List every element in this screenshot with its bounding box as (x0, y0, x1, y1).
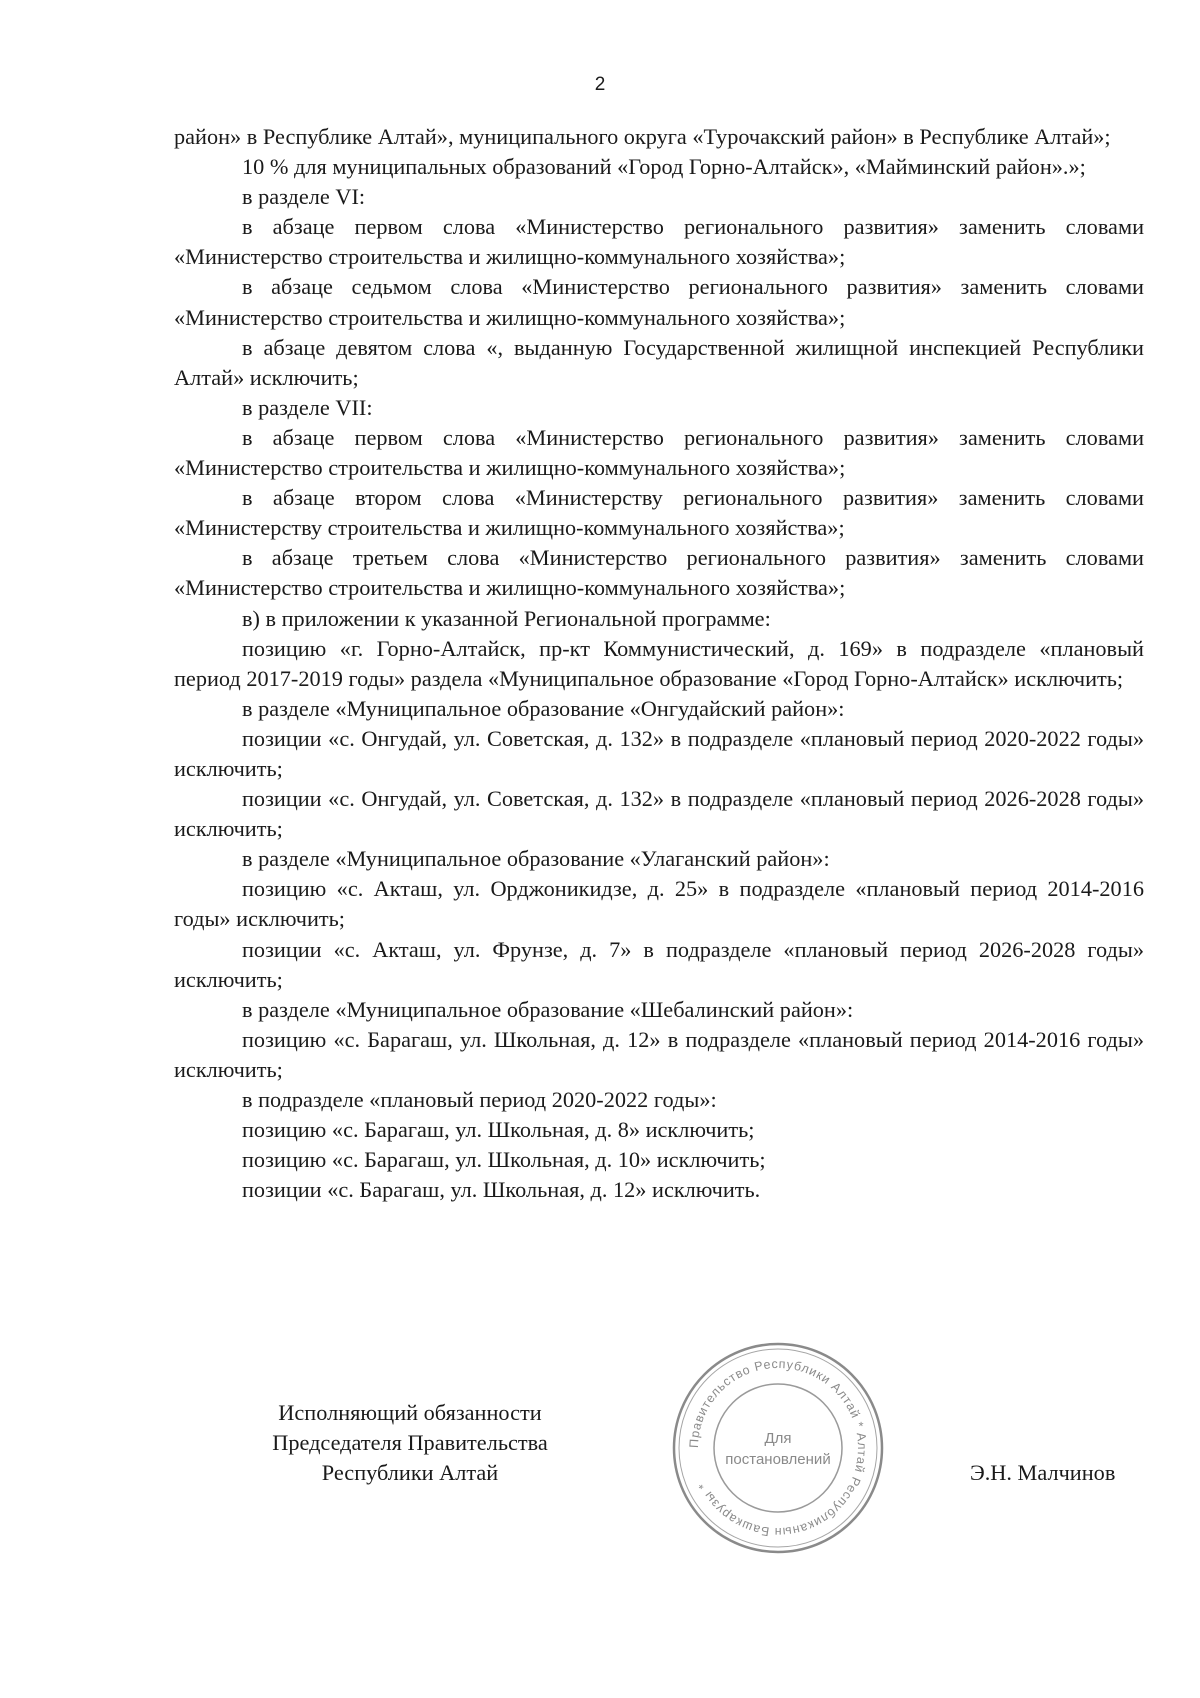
paragraph: позиции «с. Онгудай, ул. Советская, д. 132» в подразделе «плановый период 2026-2028 годы» исключить; (174, 786, 1144, 842)
stamp-outer-ring (674, 1344, 882, 1552)
page-number: 2 (594, 74, 606, 95)
paragraph: в подразделе «плановый период 2020-2022 годы»: (242, 1087, 717, 1112)
paragraph: район» в Республике Алтай», муниципального округа «Турочакский район» в Республике Алтай»; (174, 124, 1111, 149)
signature-title-line-3: Республики Алтай (321, 1460, 499, 1486)
paragraph: в) в приложении к указанной Региональной программе: (242, 605, 771, 631)
paragraph: 10 % для муниципальных образований «Город Горно-Алтайск», «Майминский район».»; (242, 154, 1086, 180)
signature-title-line-2: Председателя Правительства (272, 1430, 548, 1456)
signature-title-line-1: Исполняющий обязанности (278, 1400, 542, 1425)
paragraph: в абзаце девятом слова «, выданную Государственной жилищной инспекцией Республики Алтай» исключить; (174, 334, 1144, 390)
stamp-center-line-2: постановлений (725, 1451, 831, 1468)
paragraph: позицию «с. Акташ, ул. Орджоникидзе, д. 25» в подразделе «плановый период 2014-2016 годы» исключить; (174, 876, 1144, 932)
paragraph: позиции «с. Акташ, ул. Фрунзе, д. 7» в подразделе «плановый период 2026-2028 годы» исключить; (174, 936, 1144, 992)
paragraph: в абзаце седьмом слова «Министерство регионального развития» заменить словами «Министерство строительства и жилищно-коммунального хозяйства»; (174, 274, 1144, 330)
paragraph: позицию «г. Горно-Алтайск, пр-кт Коммунистический, д. 169» в подразделе «плановый период 2017-2019 годы» раздела «Муниципальное образование «Город Горно-Алтайск» исключить; (174, 635, 1144, 691)
paragraph: позицию «с. Барагаш, ул. Школьная, д. 10» исключить; (242, 1147, 766, 1173)
paragraph: позицию «с. Барагаш, ул. Школьная, д. 8» исключить; (242, 1117, 755, 1143)
paragraph: позиции «с. Барагаш, ул. Школьная, д. 12» исключить. (242, 1177, 761, 1203)
paragraph: в разделе VI: (242, 184, 366, 210)
paragraph: в разделе VII: (242, 394, 373, 420)
signature-block (240, 1398, 580, 1488)
stamp-center-line-1: Для (764, 1430, 792, 1447)
paragraph: в абзаце первом слова «Министерство регионального развития» заменить словами «Министерство строительства и жилищно-коммунального хозяйства»; (174, 424, 1144, 481)
paragraph: в абзаце первом слова «Министерство регионального развития» заменить словами «Министерство строительства и жилищно-коммунального хозяйства»; (174, 214, 1144, 270)
document-body (174, 122, 1144, 1205)
official-stamp (670, 1340, 886, 1556)
signer-name: Э.Н. Малчинов (970, 1460, 1116, 1485)
paragraph: позицию «с. Барагаш, ул. Школьная, д. 12» в подразделе «плановый период 2014-2016 годы» исключить; (174, 1026, 1144, 1082)
stamp-inner-ring-1 (679, 1349, 877, 1547)
paragraph: в абзаце втором слова «Министерству регионального развития» заменить словами «Министерству строительства и жилищно-коммунального хозяйства»; (174, 485, 1144, 541)
paragraph: в разделе «Муниципальное образование «Улаганский район»: (242, 846, 830, 872)
stamp-inner-ring-2 (714, 1384, 842, 1512)
stamp-outer-text: Правительство Республики Алтай * Алтай Республиканын Башкарузы * (686, 1356, 870, 1540)
paragraph: позиции «с. Онгудай, ул. Советская, д. 132» в подразделе «плановый период 2020-2022 годы» исключить; (174, 725, 1144, 781)
paragraph: в разделе «Муниципальное образование «Онгудайский район»: (242, 695, 845, 721)
paragraph: в абзаце третьем слова «Министерство регионального развития» заменить словами «Министерство строительства и жилищно-коммунального хозяйства»; (174, 545, 1144, 601)
paragraph: в разделе «Муниципальное образование «Шебалинский район»: (242, 996, 854, 1022)
